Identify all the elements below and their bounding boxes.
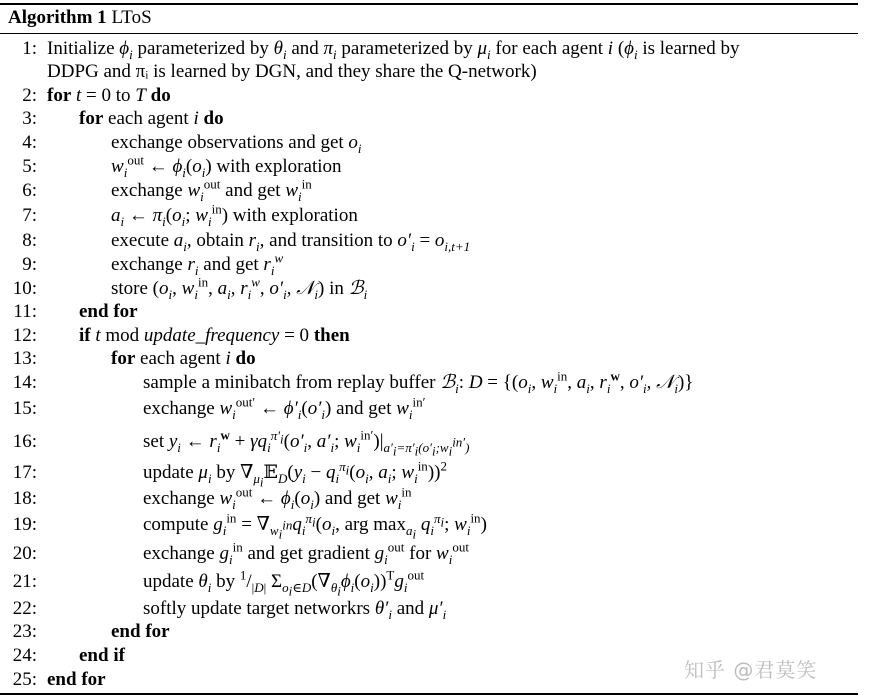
algorithm-line: [0, 229, 869, 253]
line-number: 15:: [12, 398, 37, 419]
line-text: exchange observations and get $o_i$: [111, 132, 362, 156]
line-number: 24:: [12, 645, 37, 666]
algorithm-line: [0, 37, 869, 61]
line-number: 6:: [22, 180, 37, 201]
algorithm-line: [0, 60, 869, 84]
line-text: set $y_i$ ← $r_i^w + \gamma q_i^{\pi'_i}(o'_i$, $a'_i$; $w_i^{in'})|_{a'_i=\pi'_i(o'_i;w_i^{in'})}$: [143, 427, 470, 459]
line-text: softly update target networkrs $\theta'_i$ and $\mu'_i$: [143, 598, 447, 622]
algorithm-line: [0, 427, 869, 459]
algorithm-line: [0, 324, 869, 348]
line-number: 11:: [13, 301, 37, 322]
line-text: sample a minibatch from replay buffer ℬ$_i$: $D = \{(o_i$, $w_i^{in}$, $a_i$, $r_i^w$, $o'_i$, 𝒩$_i$)}: [143, 368, 694, 396]
line-text: end for: [47, 669, 106, 690]
line-text: $a_i$ ← $\pi_i(o_i$; $w_i^{in}$) with exploration: [111, 201, 358, 229]
line-text: exchange $w_i^{out'}$ ← $\phi'_i(o'_i)$ and get $w_i^{in'}$: [143, 394, 426, 422]
algorithm-line: [0, 107, 869, 131]
line-text: update $\theta_i$ by $^1/_{|D|}$ $\Sigma_{o_i\in D}(\nabla_{\theta_i}\phi_i(o_i))^Tg_i^{out}$: [143, 567, 425, 599]
algorithm-line: [0, 567, 869, 599]
bottom-rule: [0, 693, 858, 695]
line-text: exchange $w_i^{out}$ and get $w_i^{in}$: [111, 176, 312, 204]
line-number: 18:: [12, 488, 37, 509]
line-number: 2:: [22, 85, 37, 106]
line-text: for each agent i do: [79, 108, 224, 129]
algorithm-line: [0, 597, 869, 621]
line-text: compute $g_i^{in} = \nabla_{w_i^{in}}q_i^{\pi_i}(o_i$, arg $\max_{a_i} q_i^{\pi_i}$; $w_i^{in}$): [143, 510, 487, 542]
line-text: store ($o_i$, $w_i^{in}$, $a_i$, $r_i^w$, $o'_i$, 𝒩$_i$) in ℬ$_i$: [111, 274, 368, 302]
line-text: exchange $g_i^{in}$ and get gradient $g_i^{out}$ for $w_i^{out}$: [143, 539, 469, 567]
algorithm-line: [0, 539, 869, 567]
algorithm-line: [0, 510, 869, 542]
algorithm-line: [0, 620, 869, 644]
line-number: 13:: [12, 348, 37, 369]
line-number: 10:: [12, 278, 37, 299]
algorithm-line: [0, 274, 869, 302]
line-number: 23:: [12, 621, 37, 642]
line-number: 7:: [22, 205, 37, 226]
line-text: for t = 0 to T do: [47, 85, 171, 106]
algorithm-line: [0, 250, 869, 278]
algorithm-line: [0, 394, 869, 422]
algorithm-line: [0, 458, 869, 490]
line-number: 22:: [12, 598, 37, 619]
algorithm-line: [0, 152, 869, 180]
line-text: Initialize $\phi_i$ parameterized by $\theta_i$ and $\pi_i$ parameterized by $\mu_i$ for each agent i ($\phi_i$ is learned by: [47, 38, 740, 62]
line-number: 20:: [12, 543, 37, 564]
line-number: 3:: [22, 108, 37, 129]
line-text: exchange $r_i$ and get $r_i^w$: [111, 250, 284, 278]
line-text: $w_i^{out}$ ← $\phi_i(o_i)$ with exploration: [111, 152, 342, 180]
line-text: end for: [111, 621, 170, 642]
algorithm-line: [0, 176, 869, 204]
line-text: update $\mu_i$ by $\nabla_{\mu_i}𝔼_D(y_i - q_i^{\pi_i}(o_i$, $a_i$; $w_i^{in}))^2$: [143, 458, 447, 490]
line-text: if t mod update_frequency = 0 then: [79, 325, 350, 346]
algorithm-title: Algorithm 1 LToS: [8, 7, 152, 28]
zhihu-watermark: 知乎 @君莫笑: [684, 658, 818, 682]
line-number: 19:: [12, 514, 37, 535]
line-number: 9:: [22, 254, 37, 275]
line-number: 4:: [22, 132, 37, 153]
algorithm-line: [0, 347, 869, 371]
line-number: 1:: [22, 38, 37, 59]
line-text: execute $a_i$, obtain $r_i$, and transition to $o'_i = o_{i,t+1}$: [111, 230, 471, 254]
algorithm-line: [0, 368, 869, 396]
line-number: 25:: [12, 669, 37, 690]
algorithm-line: [0, 201, 869, 229]
line-text: end if: [79, 645, 125, 666]
algorithm-line: [0, 84, 869, 108]
title-rule: [0, 33, 858, 34]
line-number: 17:: [12, 462, 37, 483]
top-rule: [0, 3, 858, 5]
line-number: 8:: [22, 230, 37, 251]
algorithm-line: [0, 131, 869, 155]
line-number: 16:: [12, 431, 37, 452]
line-number: 14:: [12, 372, 37, 393]
line-number: 12:: [12, 325, 37, 346]
line-text: exchange $w_i^{out}$ ← $\phi_i(o_i)$ and get $w_i^{in}$: [143, 484, 412, 512]
algorithm-line: [0, 300, 869, 324]
line-text: for each agent i do: [111, 348, 256, 369]
line-text: end for: [79, 301, 138, 322]
line-number: 5:: [22, 156, 37, 177]
line-number: 21:: [12, 571, 37, 592]
line-text: DDPG and πᵢ is learned by DGN, and they share the Q-network): [47, 61, 537, 82]
algorithm-line: [0, 484, 869, 512]
